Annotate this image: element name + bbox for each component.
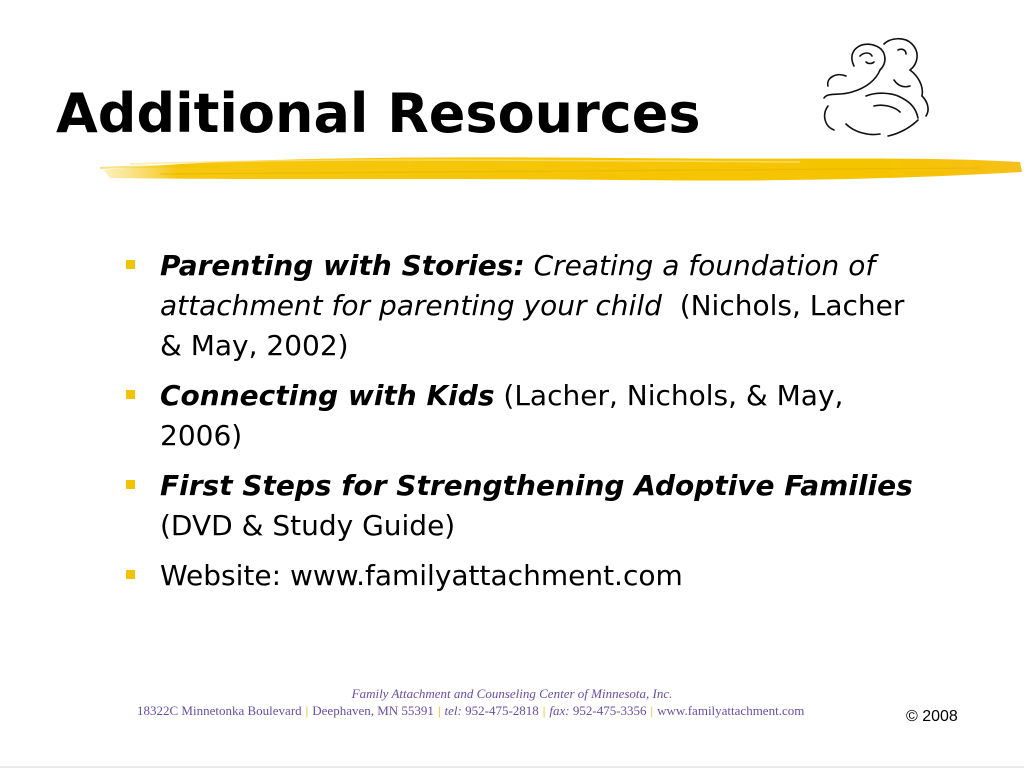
slide-title: Additional Resources: [56, 82, 701, 145]
footer-fax: 952-475-3356: [572, 703, 647, 718]
copyright-notice: © 2008: [906, 708, 958, 725]
resource-title: First Steps for Strengthening Adoptive Families: [160, 469, 913, 502]
brush-stroke-divider: [100, 148, 1024, 188]
footer-organization: [0, 683, 1024, 702]
square-bullet-icon: [126, 390, 135, 399]
square-bullet-icon: [126, 480, 135, 489]
footer-separator: |: [437, 703, 441, 718]
footer-tel: 952-475-2818: [465, 703, 539, 718]
list-item: [124, 466, 924, 546]
resource-title: Connecting with Kids: [160, 379, 495, 412]
resource-subtitle: Creating a foundation of attachment for parenting your child: [160, 249, 876, 322]
square-bullet-icon: [126, 260, 135, 269]
resource-citation: (DVD & Study Guide): [160, 509, 456, 542]
footer-address: 18322C Minnetonka Boulevard: [137, 703, 302, 718]
footer-fax-label: fax:: [549, 703, 570, 718]
list-item: [124, 376, 924, 456]
organization-name: Family Attachment and Counseling Center of Minnesota, Inc.: [351, 686, 673, 701]
resource-citation: (Lacher, Nichols, & May, 2006): [160, 379, 844, 452]
footer-city: Deephaven, MN 55391: [312, 703, 434, 718]
resource-list: [124, 246, 924, 606]
footer-website: www.familyattachment.com: [657, 703, 805, 718]
resource-citation: (Nichols, Lacher & May, 2002): [160, 289, 905, 362]
footer-separator: |: [305, 703, 309, 718]
list-item: [124, 556, 924, 596]
parent-child-embrace-icon: [806, 36, 936, 148]
website-line: Website: www.familyattachment.com: [160, 559, 683, 592]
list-item: [124, 246, 924, 366]
footer-tel-label: tel:: [444, 703, 462, 718]
footer-contact-line: [137, 703, 804, 719]
resource-title: Parenting with Stories:: [160, 249, 525, 282]
square-bullet-icon: [126, 570, 135, 579]
footer-separator: |: [542, 703, 546, 718]
footer-separator: |: [650, 703, 654, 718]
